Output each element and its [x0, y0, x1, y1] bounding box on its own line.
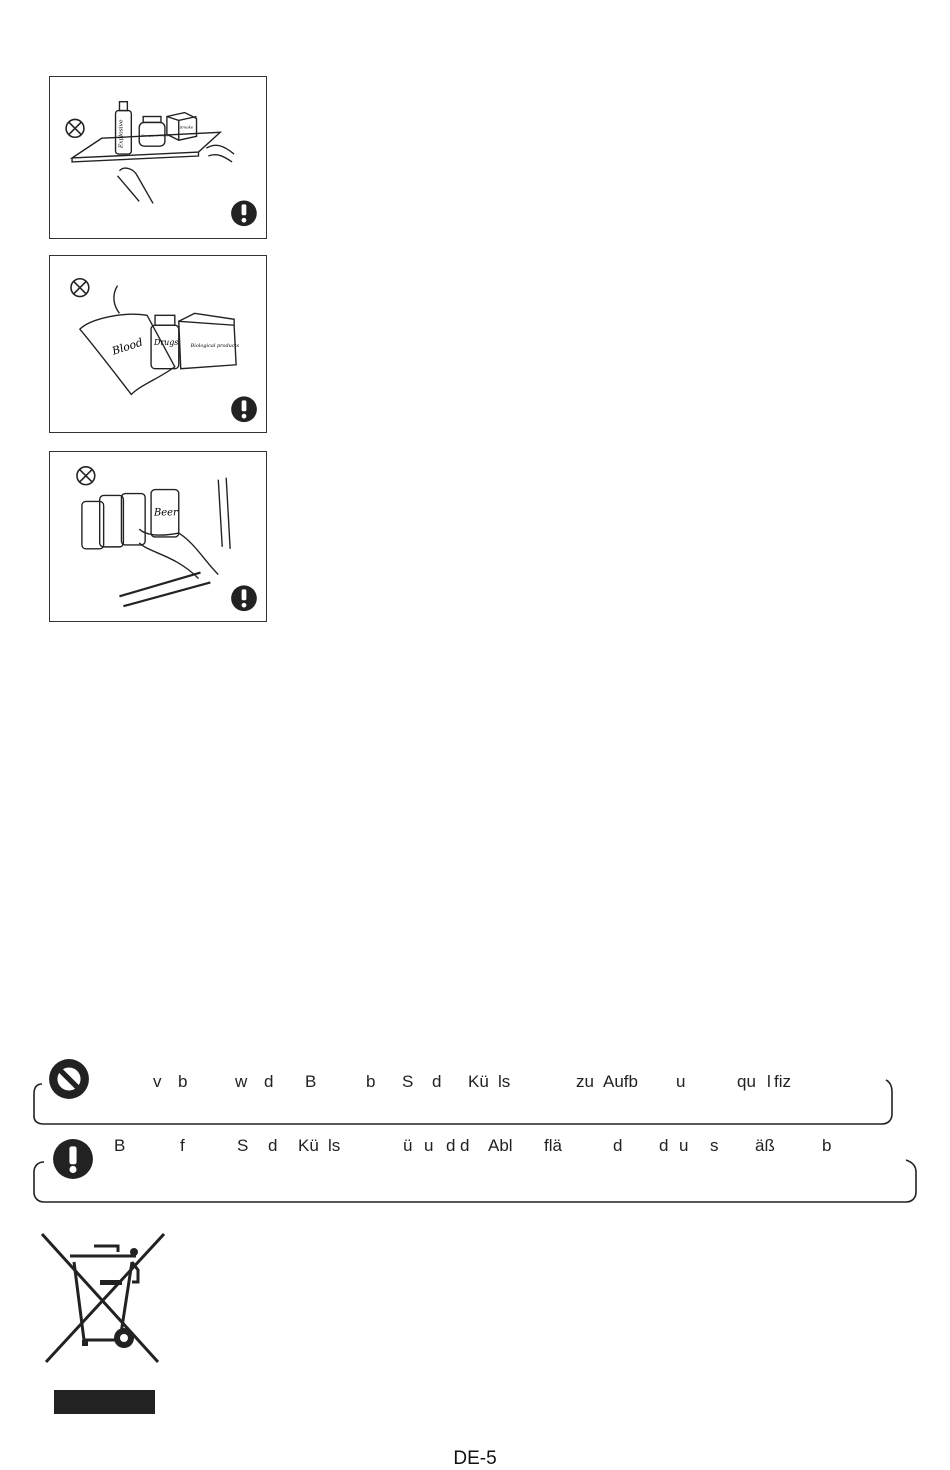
notice-word: v	[153, 1072, 162, 1091]
biological-products-label: Biological products	[190, 342, 240, 349]
notice-word: S	[402, 1072, 414, 1091]
notice-word: qu	[737, 1072, 756, 1091]
prohibition-circle-icon	[71, 279, 89, 297]
explosive-label: Explosive	[118, 119, 125, 149]
mandatory-notice	[0, 1136, 950, 1216]
notice-word: d	[613, 1136, 623, 1155]
notice-word: b	[822, 1136, 832, 1155]
mandatory-action-icon	[52, 1138, 94, 1180]
notice-word: u	[424, 1136, 434, 1155]
notice-word: S	[237, 1136, 249, 1155]
illustration-explosives-shelf	[49, 76, 267, 239]
prohibition-circle-icon	[77, 467, 95, 485]
notice-word: ü	[403, 1136, 413, 1155]
blood-drugs-drawing	[50, 256, 266, 432]
notice-word: fiz	[774, 1072, 791, 1091]
prohibition-icon	[48, 1058, 90, 1100]
notice-word: u	[676, 1072, 686, 1091]
crossed-out-bin-icon	[36, 1228, 172, 1420]
notice-word: d	[460, 1136, 470, 1155]
separate-collection-bar	[54, 1390, 155, 1414]
notice-word: f	[180, 1136, 185, 1155]
corrosive-label: Strongly corrosive	[141, 133, 169, 138]
illustration-beer-cans	[49, 451, 267, 622]
notice-word: ls	[328, 1136, 341, 1155]
notice-word: flä	[544, 1136, 562, 1155]
notice-word: ls	[498, 1072, 511, 1091]
notice-word: s	[710, 1136, 719, 1155]
mandatory-notice-frame	[0, 1136, 950, 1216]
notice-word: l	[767, 1072, 771, 1091]
notice-word: d	[446, 1136, 456, 1155]
smoke-label: Smoke	[179, 124, 194, 130]
notice-word: B	[114, 1136, 126, 1155]
explosives-shelf-drawing	[50, 77, 266, 238]
prohibition-circle-icon	[66, 119, 84, 137]
notice-word: Abl	[488, 1136, 513, 1155]
notice-word: d	[432, 1072, 442, 1091]
beer-label: Beer	[154, 507, 178, 519]
illustration-blood-drugs	[49, 255, 267, 433]
notice-word: w	[235, 1072, 248, 1091]
page-number: DE-5	[453, 1448, 497, 1469]
prohibition-notice-frame	[0, 1058, 950, 1138]
notice-word: u	[679, 1136, 689, 1155]
blood-label: Blood	[110, 335, 145, 358]
notice-word: Kü	[468, 1072, 489, 1091]
notice-word: zu	[576, 1072, 594, 1091]
notice-word: Kü	[298, 1136, 319, 1155]
notice-word: B	[305, 1072, 317, 1091]
notice-word: b	[366, 1072, 376, 1091]
warning-exclamation-icon	[231, 396, 257, 422]
warning-exclamation-icon	[231, 200, 257, 226]
warning-exclamation-icon	[231, 585, 257, 611]
beer-cans-drawing	[50, 452, 266, 621]
notice-word: Aufb	[603, 1072, 638, 1091]
notice-word: b	[178, 1072, 188, 1091]
notice-word: d	[268, 1136, 278, 1155]
notice-word: d	[659, 1136, 669, 1155]
notice-word: äß	[755, 1136, 775, 1155]
notice-word: d	[264, 1072, 274, 1091]
prohibition-notice	[0, 1058, 950, 1138]
drugs-label: Drugs	[154, 337, 179, 347]
